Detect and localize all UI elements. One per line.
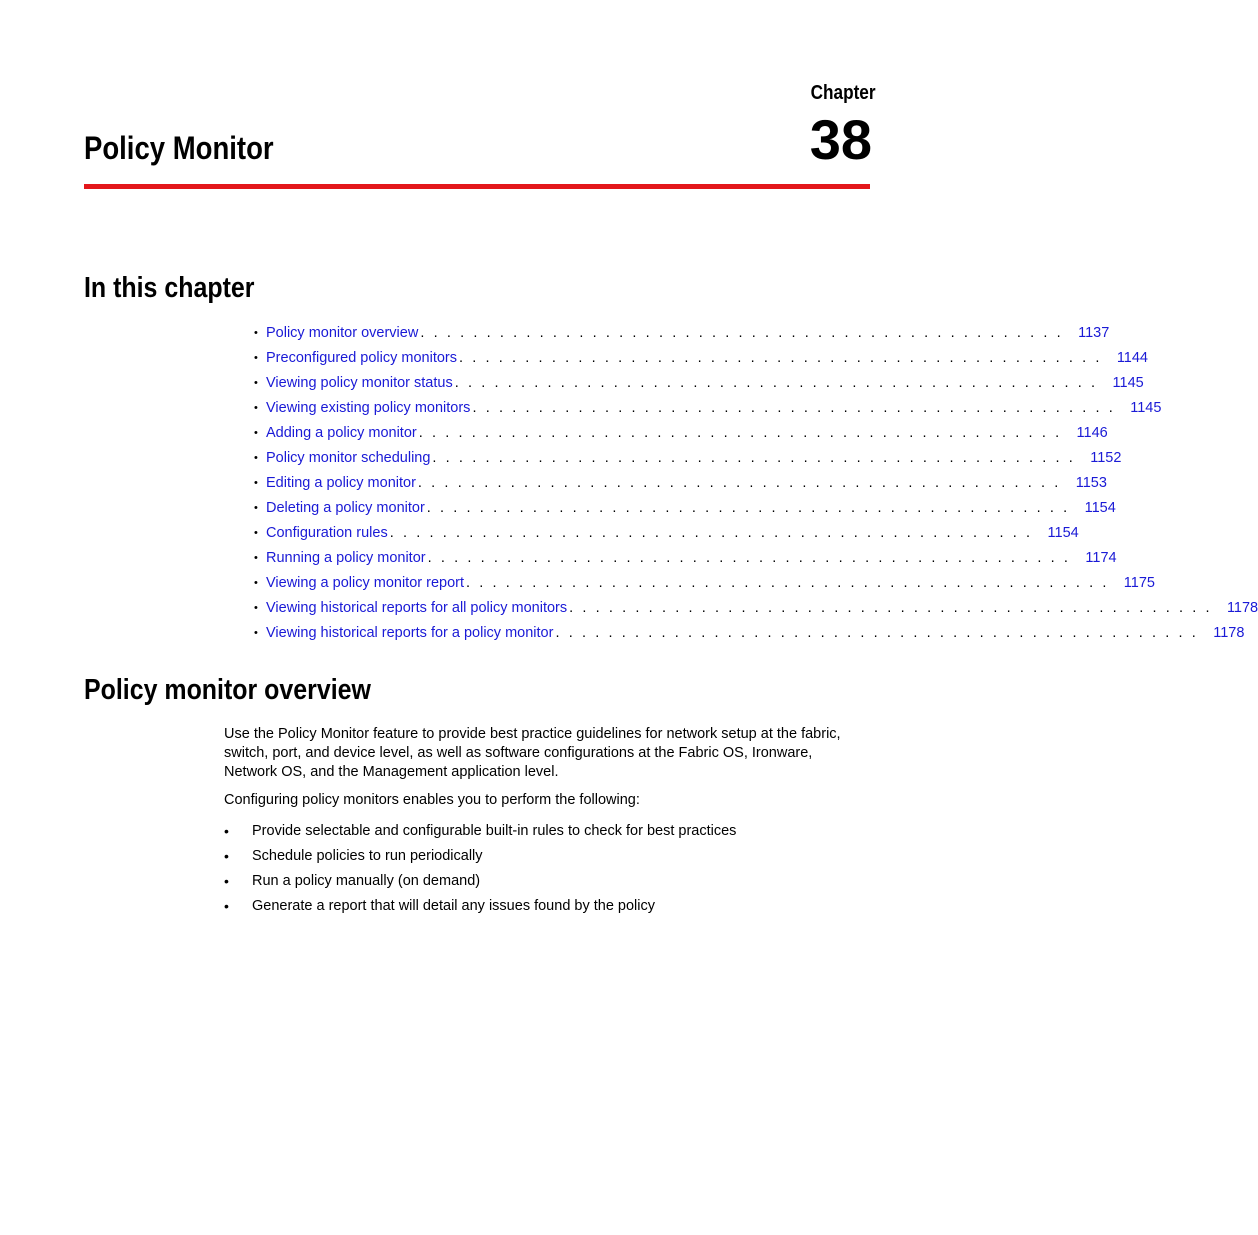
toc-dot-leader: . . . . . . . . . . . . . . . . . . . . . . . . . . . . . . . . . . . . . . . . . . . . . . . . . <box>466 574 1109 591</box>
bullet-icon: • <box>254 626 258 639</box>
bullet-icon: • <box>254 451 258 464</box>
list-item <box>224 868 844 893</box>
toc-link[interactable] <box>266 575 1155 591</box>
toc-page-number: 1178 <box>1226 599 1258 616</box>
toc-link[interactable] <box>266 500 1116 516</box>
toc-dot-leader: . . . . . . . . . . . . . . . . . . . . . . . . . . . . . . . . . . . . . . . . . . . . . . . . . <box>417 474 1061 491</box>
toc-page-number: 1146 <box>1076 424 1108 441</box>
toc-list <box>254 320 1258 645</box>
in-this-chapter-heading: In this chapter <box>84 272 255 304</box>
bullet-icon: • <box>254 601 258 614</box>
toc-item <box>254 470 1107 495</box>
toc-dot-leader: . . . . . . . . . . . . . . . . . . . . . . . . . . . . . . . . . . . . . . . . . . . . . . . . . <box>432 449 1076 466</box>
toc-dot-leader: . . . . . . . . . . . . . . . . . . . . . . . . . . . . . . . . . . . . . . . . . . . . . . . . . <box>389 524 1033 541</box>
toc-link[interactable] <box>266 450 1121 466</box>
toc-item <box>254 595 1258 620</box>
toc-link-label: Policy monitor scheduling <box>266 449 431 466</box>
toc-link[interactable] <box>266 525 1079 541</box>
toc-dot-leader: . . . . . . . . . . . . . . . . . . . . . . . . . . . . . . . . . . . . . . . . . . . . . . . . . <box>454 374 1098 391</box>
bullet-icon: • <box>254 476 258 489</box>
toc-link-label: Adding a policy monitor <box>266 424 417 441</box>
toc-page-number: 1145 <box>1112 374 1144 391</box>
toc-link[interactable] <box>266 475 1107 491</box>
toc-page-number: 1145 <box>1130 399 1162 416</box>
toc-dot-leader: . . . . . . . . . . . . . . . . . . . . . . . . . . . . . . . . . . . . . . . . . . . . . . . . . <box>472 399 1116 416</box>
list-item <box>224 843 844 868</box>
bullet-icon: • <box>224 897 229 914</box>
chapter-number: 38 <box>809 108 872 171</box>
bullet-icon: • <box>254 501 258 514</box>
toc-link-label: Deleting a policy monitor <box>266 499 425 516</box>
toc-link-label: Viewing existing policy monitors <box>266 399 471 416</box>
bullet-icon: • <box>224 872 229 889</box>
toc-page-number: 1174 <box>1085 549 1117 566</box>
bullet-icon: • <box>254 376 258 389</box>
bullet-icon: • <box>254 401 258 414</box>
toc-link-label: Configuration rules <box>266 524 388 541</box>
toc-item <box>254 395 1162 420</box>
toc-item <box>254 495 1116 520</box>
bullet-icon: • <box>254 551 258 564</box>
toc-link[interactable] <box>266 425 1108 441</box>
bullet-icon: • <box>254 351 258 364</box>
toc-link-label: Viewing a policy monitor report <box>266 574 464 591</box>
toc-dot-leader: . . . . . . . . . . . . . . . . . . . . . . . . . . . . . . . . . . . . . . . . . . . . . . . . . <box>555 624 1199 641</box>
toc-dot-leader: . . . . . . . . . . . . . . . . . . . . . . . . . . . . . . . . . . . . . . . . . . . . . . . . . <box>426 499 1070 516</box>
list-item-text: Generate a report that will detail any issues found by the policy <box>252 897 656 914</box>
toc-link[interactable] <box>266 550 1117 566</box>
chapter-title-rule <box>84 184 870 189</box>
toc-item <box>254 420 1108 445</box>
toc-item <box>254 620 1245 645</box>
toc-link[interactable] <box>266 625 1244 641</box>
toc-item <box>254 520 1079 545</box>
toc-link-label: Viewing historical reports for a policy monitor <box>266 624 554 641</box>
overview-intro: Use the Policy Monitor feature to provide best practice guidelines for network setup at the fabric, switch, port, and device level, as well as software configurations at the Fabric OS, Ironware, Network OS, and the Management application level. <box>224 726 841 780</box>
toc-page-number: 1152 <box>1090 449 1122 466</box>
bullet-icon: • <box>254 326 258 339</box>
list-item-text: Schedule policies to run periodically <box>252 847 483 864</box>
toc-item <box>254 570 1155 595</box>
overview-bullet-list <box>224 818 844 918</box>
toc-item <box>254 370 1144 395</box>
toc-link-label: Viewing policy monitor status <box>266 374 453 391</box>
toc-item <box>254 320 1110 345</box>
toc-link-label: Preconfigured policy monitors <box>266 349 458 366</box>
bullet-icon: • <box>254 576 258 589</box>
chapter-label: Chapter <box>811 82 876 104</box>
toc-dot-leader: . . . . . . . . . . . . . . . . . . . . . . . . . . . . . . . . . . . . . . . . . . . . . . . . . <box>420 324 1064 341</box>
toc-link-label: Policy monitor overview <box>266 324 419 341</box>
toc-dot-leader: . . . . . . . . . . . . . . . . . . . . . . . . . . . . . . . . . . . . . . . . . . . . . . . . . <box>459 349 1102 366</box>
toc-page-number: 1153 <box>1075 474 1107 491</box>
overview-lead: Configuring policy monitors enables you to perform the following: <box>224 792 640 808</box>
toc-link-label: Running a policy monitor <box>266 549 426 566</box>
toc-item <box>254 345 1148 370</box>
list-item <box>224 818 844 843</box>
toc-page-number: 1175 <box>1123 574 1155 591</box>
bullet-icon: • <box>224 822 229 839</box>
toc-link[interactable] <box>266 350 1148 366</box>
toc-page-number: 1137 <box>1078 324 1110 341</box>
list-item <box>224 893 844 918</box>
bullet-icon: • <box>254 426 258 439</box>
toc-dot-leader: . . . . . . . . . . . . . . . . . . . . . . . . . . . . . . . . . . . . . . . . . . . . . . . . . <box>427 549 1071 566</box>
toc-link[interactable] <box>266 400 1161 416</box>
overview-heading: Policy monitor overview <box>84 674 371 706</box>
toc-page-number: 1144 <box>1116 349 1148 366</box>
bullet-icon: • <box>254 526 258 539</box>
toc-dot-leader: . . . . . . . . . . . . . . . . . . . . . . . . . . . . . . . . . . . . . . . . . . . . . . . . . <box>569 599 1213 616</box>
toc-link-label: Viewing historical reports for all policy monitors <box>266 599 568 616</box>
toc-page-number: 1154 <box>1084 499 1116 516</box>
toc-link[interactable] <box>266 600 1258 616</box>
toc-item <box>254 545 1117 570</box>
toc-page-number: 1178 <box>1213 624 1245 641</box>
toc-item <box>254 445 1122 470</box>
list-item-text: Provide selectable and configurable built-in rules to check for best practices <box>252 822 737 839</box>
list-item-text: Run a policy manually (on demand) <box>252 872 481 889</box>
chapter-title: Policy Monitor <box>84 130 274 166</box>
toc-page-number: 1154 <box>1047 524 1079 541</box>
toc-link[interactable] <box>266 325 1109 341</box>
toc-dot-leader: . . . . . . . . . . . . . . . . . . . . . . . . . . . . . . . . . . . . . . . . . . . . . . . . . <box>418 424 1062 441</box>
toc-link[interactable] <box>266 375 1144 391</box>
bullet-icon: • <box>224 847 229 864</box>
toc-link-label: Editing a policy monitor <box>266 474 416 491</box>
